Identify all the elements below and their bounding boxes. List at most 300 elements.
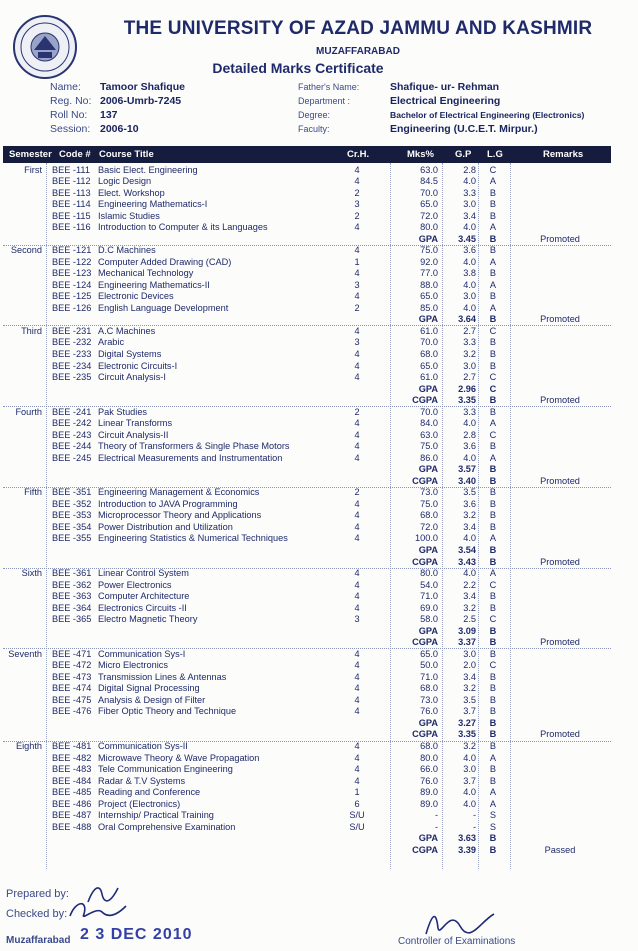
remarks-cell: Promoted [540, 395, 580, 406]
table-row [0, 764, 638, 776]
col-credit-hours: Cr.H. [347, 149, 370, 160]
table-row [0, 165, 638, 177]
letter-grade-cell: C [489, 614, 497, 625]
letter-grade-cell: B [489, 844, 497, 855]
table-row [0, 372, 638, 384]
letter-grade-cell: B [489, 487, 497, 498]
code-cell: BEE -355 [52, 533, 92, 544]
table-row [0, 280, 638, 292]
grade-point-cell: 4.0 [463, 256, 476, 267]
marks-cell: 80.0 [420, 222, 438, 233]
marks-cell: GPA [418, 717, 438, 728]
credit-cell: 4 [354, 591, 360, 602]
table-row [0, 591, 638, 603]
title-cell: Linear Control System [98, 568, 189, 579]
credit-cell: 4 [354, 602, 360, 613]
credit-cell: 2 [354, 210, 360, 221]
letter-grade-cell: B [489, 671, 497, 682]
marks-cell: 50.0 [420, 660, 438, 671]
code-cell: BEE -352 [52, 498, 92, 509]
code-cell: BEE -364 [52, 602, 92, 613]
title-cell: Reading and Conference [98, 787, 201, 798]
semester-separator [3, 648, 611, 649]
table-row [0, 199, 638, 211]
table-row [0, 545, 638, 557]
letter-grade-cell: A [489, 533, 497, 544]
marks-cell: 89.0 [420, 798, 438, 809]
letter-grade-cell: C [489, 164, 497, 175]
grade-point-cell: 3.4 [463, 671, 476, 682]
title-cell: Micro Electronics [98, 660, 168, 671]
marks-cell: 89.0 [420, 787, 438, 798]
title-cell: Fiber Optic Theory and Technique [98, 706, 237, 717]
grade-point-cell: 3.3 [463, 406, 476, 417]
marks-cell: 65.0 [420, 291, 438, 302]
student-info-left [50, 80, 185, 136]
table-row [0, 211, 638, 223]
table-row [0, 222, 638, 234]
title-cell: Power Electronics [98, 579, 172, 590]
marks-cell: 88.0 [420, 279, 438, 290]
letter-grade-cell: A [489, 279, 497, 290]
credit-cell: S/U [349, 810, 365, 821]
credit-cell: 4 [354, 521, 360, 532]
table-row [0, 268, 638, 280]
table-header [3, 146, 611, 163]
credit-cell: 4 [354, 568, 360, 579]
grade-point-cell: 3.7 [463, 775, 476, 786]
letter-grade-cell: B [489, 210, 497, 221]
letter-grade-cell: A [489, 302, 497, 313]
marks-cell: GPA [418, 833, 438, 844]
marks-cell: 65.0 [420, 360, 438, 371]
credit-cell: 4 [354, 510, 360, 521]
semester-cell: First [24, 164, 42, 175]
credit-cell: 4 [354, 775, 360, 786]
letter-grade-cell: A [489, 787, 497, 798]
code-cell: BEE -245 [52, 452, 92, 463]
credit-cell: 4 [354, 348, 360, 359]
table-row [0, 626, 638, 638]
credit-cell: 4 [354, 671, 360, 682]
table-row [0, 257, 638, 269]
table-row [0, 395, 638, 407]
title-cell: Circuit Analysis-I [98, 372, 166, 383]
marks-cell: GPA [418, 233, 438, 244]
grade-point-cell: 3.2 [463, 602, 476, 613]
remarks-cell: Promoted [540, 556, 580, 567]
marks-cell: 65.0 [420, 199, 438, 210]
letter-grade-cell: B [489, 648, 497, 659]
code-cell: BEE -112 [52, 176, 91, 187]
reg-label: Reg. No: [50, 95, 92, 107]
table-row [0, 580, 638, 592]
code-cell: BEE -115 [52, 210, 91, 221]
title-cell: Radar & T.V Systems [98, 775, 186, 786]
table-row [0, 453, 638, 465]
grade-point-cell: 4.0 [463, 176, 476, 187]
table-row [0, 706, 638, 718]
code-cell: BEE -475 [52, 694, 92, 705]
table-row [0, 568, 638, 580]
code-cell: BEE -476 [52, 706, 92, 717]
semester-cell: Third [21, 325, 42, 336]
student-name: Tamoor Shafique [100, 81, 185, 93]
grade-point-cell: 2.8 [463, 429, 476, 440]
table-row [0, 326, 638, 338]
code-cell: BEE -474 [52, 683, 92, 694]
title-cell: Oral Comprehensive Examination [98, 821, 236, 832]
grade-point-cell: 3.43 [458, 556, 476, 567]
table-row [0, 614, 638, 626]
grade-point-cell: 4.0 [463, 752, 476, 763]
table-row [0, 499, 638, 511]
grade-point-cell: 3.40 [458, 475, 476, 486]
marks-cell: GPA [418, 314, 438, 325]
title-cell: Microwave Theory & Wave Propagation [98, 752, 260, 763]
letter-grade-cell: B [489, 360, 497, 371]
marks-cell: 100.0 [415, 533, 438, 544]
letter-grade-cell: B [489, 268, 497, 279]
marks-cell: - [434, 821, 438, 832]
marks-cell: 73.0 [420, 694, 438, 705]
grade-point-cell: 3.4 [463, 521, 476, 532]
grade-point-cell: 4.0 [463, 452, 476, 463]
title-cell: Digital Systems [98, 348, 162, 359]
letter-grade-cell: C [489, 660, 497, 671]
code-cell: BEE -487 [52, 810, 92, 821]
title-cell: English Language Development [98, 302, 229, 313]
prepared-by-label: Prepared by: [6, 888, 69, 900]
letter-grade-cell: B [489, 245, 497, 256]
marks-cell: 84.5 [420, 176, 438, 187]
grade-point-cell: 4.0 [463, 418, 476, 429]
code-cell: BEE -363 [52, 591, 92, 602]
code-cell: BEE -125 [52, 291, 92, 302]
code-cell: BEE -121 [52, 245, 92, 256]
credit-cell: 1 [354, 256, 360, 267]
grade-point-cell: 3.2 [463, 683, 476, 694]
table-row [0, 303, 638, 315]
marks-cell: GPA [418, 544, 438, 555]
credit-cell: 4 [354, 291, 360, 302]
title-cell: Internship/ Practical Training [98, 810, 214, 821]
marks-cell: 80.0 [420, 752, 438, 763]
credit-cell: 4 [354, 268, 360, 279]
marks-cell: 85.0 [420, 302, 438, 313]
table-row [0, 729, 638, 741]
remarks-cell: Promoted [540, 314, 580, 325]
table-row [0, 188, 638, 200]
letter-grade-cell: B [489, 233, 497, 244]
credit-cell: S/U [349, 821, 365, 832]
letter-grade-cell: B [489, 544, 497, 555]
code-cell: BEE -231 [52, 325, 92, 336]
code-cell: BEE -235 [52, 372, 92, 383]
letter-grade-cell: A [489, 752, 497, 763]
table-row [0, 776, 638, 788]
title-cell: Introduction to JAVA Programming [98, 498, 238, 509]
title-cell: Power Distribution and Utilization [98, 521, 233, 532]
marks-cell: 73.0 [420, 487, 438, 498]
col-remarks: Remarks [543, 149, 584, 160]
credit-cell: 3 [354, 337, 360, 348]
grade-point-cell: 3.39 [458, 844, 476, 855]
credit-cell: 1 [354, 787, 360, 798]
letter-grade-cell: A [489, 452, 497, 463]
letter-grade-cell: B [489, 498, 497, 509]
letter-grade-cell: B [489, 833, 497, 844]
grade-point-cell: 4.0 [463, 222, 476, 233]
col-marks: Mks% [407, 149, 434, 160]
title-cell: Computer Architecture [98, 591, 190, 602]
title-cell: Electrical Measurements and Instrumentation [98, 452, 283, 463]
code-cell: BEE -122 [52, 256, 92, 267]
credit-cell: 4 [354, 452, 360, 463]
semester-cell: Fifth [24, 487, 42, 498]
checker-signature [66, 896, 130, 926]
letter-grade-cell: B [489, 764, 497, 775]
letter-grade-cell: B [489, 187, 497, 198]
code-cell: BEE -365 [52, 614, 92, 625]
grade-point-cell: 3.0 [463, 291, 476, 302]
grade-point-cell: - [472, 821, 476, 832]
code-cell: BEE -471 [52, 648, 92, 659]
marks-cell: 84.0 [420, 418, 438, 429]
credit-cell: 3 [354, 279, 360, 290]
grade-point-cell: 3.54 [458, 544, 476, 555]
title-cell: Communication Sys-I [98, 648, 186, 659]
grade-point-cell: 3.6 [463, 441, 476, 452]
letter-grade-cell: B [489, 291, 497, 302]
col-grade-point: G.P [455, 149, 472, 160]
roll-label: Roll No: [50, 109, 88, 121]
title-cell: Electronic Devices [98, 291, 174, 302]
code-cell: BEE -113 [52, 187, 91, 198]
remarks-cell: Promoted [540, 637, 580, 648]
grade-point-cell: 2.7 [463, 372, 476, 383]
university-name: THE UNIVERSITY OF AZAD JAMMU AND KASHMIR [123, 18, 593, 39]
table-row [0, 799, 638, 811]
table-row [0, 741, 638, 753]
credit-cell: 4 [354, 648, 360, 659]
marks-cell: 75.0 [420, 498, 438, 509]
marks-cell: 86.0 [420, 452, 438, 463]
letter-grade-cell: B [489, 591, 497, 602]
code-cell: BEE -473 [52, 671, 92, 682]
code-cell: BEE -232 [52, 337, 92, 348]
semester-cell: Sixth [21, 568, 42, 579]
title-cell: Theory of Transformers & Single Phase Motors [98, 441, 290, 452]
letter-grade-cell: C [489, 372, 497, 383]
semester-separator [3, 487, 611, 488]
student-info-right [298, 80, 584, 136]
semester-cell: Seventh [8, 648, 42, 659]
table-row [0, 557, 638, 569]
grade-point-cell: 3.3 [463, 337, 476, 348]
credit-cell: 4 [354, 741, 360, 751]
marks-cell: 68.0 [420, 348, 438, 359]
letter-grade-cell: B [489, 625, 497, 636]
title-cell: Analysis & Design of Filter [98, 694, 206, 705]
grade-point-cell: 3.0 [463, 648, 476, 659]
reg-number: 2006-Umrb-7245 [100, 95, 182, 107]
letter-grade-cell: B [489, 717, 497, 728]
table-row [0, 407, 638, 419]
title-cell: Engineering Statistics & Numerical Techniques [98, 533, 288, 544]
grade-point-cell: 3.4 [463, 210, 476, 221]
father-name: Shafique- ur- Rehman [390, 81, 500, 93]
marks-cell: 70.0 [420, 187, 438, 198]
degree-label: Degree: [298, 110, 331, 120]
table-row [0, 430, 638, 442]
credit-cell: 3 [354, 614, 360, 625]
credit-cell: 4 [354, 325, 360, 336]
city-name: MUZAFFARABAD [316, 46, 400, 57]
grade-point-cell: 3.6 [463, 245, 476, 256]
grade-point-cell: 4.0 [463, 279, 476, 290]
table-row [0, 234, 638, 246]
checked-by-label: Checked by: [6, 908, 68, 920]
letter-grade-cell: C [489, 429, 497, 440]
marks-cell: 70.0 [420, 337, 438, 348]
code-cell: BEE -485 [52, 787, 92, 798]
table-row [0, 637, 638, 649]
credit-cell: 4 [354, 176, 360, 187]
table-row [0, 176, 638, 188]
grade-point-cell: 4.0 [463, 568, 476, 579]
credit-cell: 4 [354, 694, 360, 705]
grade-point-cell: 3.6 [463, 498, 476, 509]
grade-point-cell: 3.3 [463, 187, 476, 198]
table-row [0, 349, 638, 361]
credit-cell: 4 [354, 660, 360, 671]
credit-cell: 4 [354, 533, 360, 544]
credit-cell: 2 [354, 302, 360, 313]
grade-point-cell: 3.0 [463, 360, 476, 371]
grade-point-cell: 3.2 [463, 741, 476, 751]
certificate-title: Detailed Marks Certificate [212, 60, 384, 76]
university-seal [12, 14, 78, 80]
semester-separator [3, 245, 611, 246]
semester-separator [3, 325, 611, 326]
table-row [0, 441, 638, 453]
table-row [0, 487, 638, 499]
marks-cell: 76.0 [420, 775, 438, 786]
table-row [0, 695, 638, 707]
controller-signature [420, 904, 500, 944]
table-row [0, 718, 638, 730]
grade-point-cell: 3.5 [463, 694, 476, 705]
title-cell: Communication Sys-II [98, 741, 188, 751]
credit-cell: 2 [354, 406, 360, 417]
title-cell: Elect. Workshop [98, 187, 165, 198]
credit-cell: 4 [354, 245, 360, 256]
title-cell: Pak Studies [98, 406, 148, 417]
table-row [0, 384, 638, 396]
code-cell: BEE -483 [52, 764, 92, 775]
letter-grade-cell: B [489, 521, 497, 532]
title-cell: Electro Magnetic Theory [98, 614, 198, 625]
table-row [0, 291, 638, 303]
table-row [0, 603, 638, 615]
letter-grade-cell: B [489, 602, 497, 613]
title-cell: Microprocessor Theory and Applications [98, 510, 262, 521]
semester-cell: Eighth [15, 741, 42, 751]
title-cell: Digital Signal Processing [98, 683, 200, 694]
grade-point-cell: 2.7 [463, 325, 476, 336]
letter-grade-cell: B [489, 199, 497, 210]
semester-separator [3, 568, 611, 569]
marks-cell: 76.0 [420, 706, 438, 717]
credit-cell: 4 [354, 372, 360, 383]
code-cell: BEE -351 [52, 487, 92, 498]
table-row [0, 672, 638, 684]
credit-cell: 4 [354, 752, 360, 763]
marks-cell: CGPA [412, 729, 438, 740]
grade-point-cell: 2.8 [463, 164, 476, 175]
credit-cell: 4 [354, 164, 360, 175]
grade-point-cell: 3.2 [463, 348, 476, 359]
title-cell: Islamic Studies [98, 210, 160, 221]
place-label: Muzaffarabad [6, 935, 71, 946]
table-row [0, 822, 638, 834]
credit-cell: 4 [354, 706, 360, 717]
code-cell: BEE -241 [52, 406, 92, 417]
marks-cell: - [434, 810, 438, 821]
semester-cell: Fourth [15, 406, 42, 417]
marks-cell: GPA [418, 464, 438, 475]
marks-cell: 58.0 [420, 614, 438, 625]
title-cell: Logic Design [98, 176, 152, 187]
credit-cell: 3 [354, 199, 360, 210]
code-cell: BEE -123 [52, 268, 92, 279]
grade-point-cell: 2.2 [463, 579, 476, 590]
table-row [0, 660, 638, 672]
semester-separator [3, 406, 611, 407]
code-cell: BEE -243 [52, 429, 92, 440]
grade-point-cell: 3.2 [463, 510, 476, 521]
col-code: Code # [59, 149, 91, 160]
grade-point-cell: 4.0 [463, 787, 476, 798]
table-row [0, 314, 638, 326]
code-cell: BEE -234 [52, 360, 92, 371]
marks-cell: 61.0 [420, 372, 438, 383]
table-row [0, 418, 638, 430]
session-label: Session: [50, 123, 91, 135]
code-cell: BEE -354 [52, 521, 92, 532]
credit-cell: 4 [354, 418, 360, 429]
marks-cell: 75.0 [420, 441, 438, 452]
code-cell: BEE -233 [52, 348, 92, 359]
grade-point-cell: 3.27 [458, 717, 476, 728]
table-row [0, 649, 638, 661]
title-cell: Electronics Circuits -II [98, 602, 187, 613]
table-row [0, 245, 638, 257]
letter-grade-cell: C [489, 325, 497, 336]
letter-grade-cell: B [489, 729, 497, 740]
credit-cell: 4 [354, 683, 360, 694]
title-cell: A.C Machines [98, 325, 156, 336]
date-stamp: 2 3 DEC 2010 [80, 926, 193, 943]
code-cell: BEE -362 [52, 579, 92, 590]
department-label: Department : [298, 96, 351, 106]
marks-cell: 71.0 [420, 671, 438, 682]
code-cell: BEE -481 [52, 741, 92, 751]
grade-point-cell: 3.7 [463, 706, 476, 717]
table-row [0, 533, 638, 545]
marks-cell: GPA [418, 383, 438, 394]
